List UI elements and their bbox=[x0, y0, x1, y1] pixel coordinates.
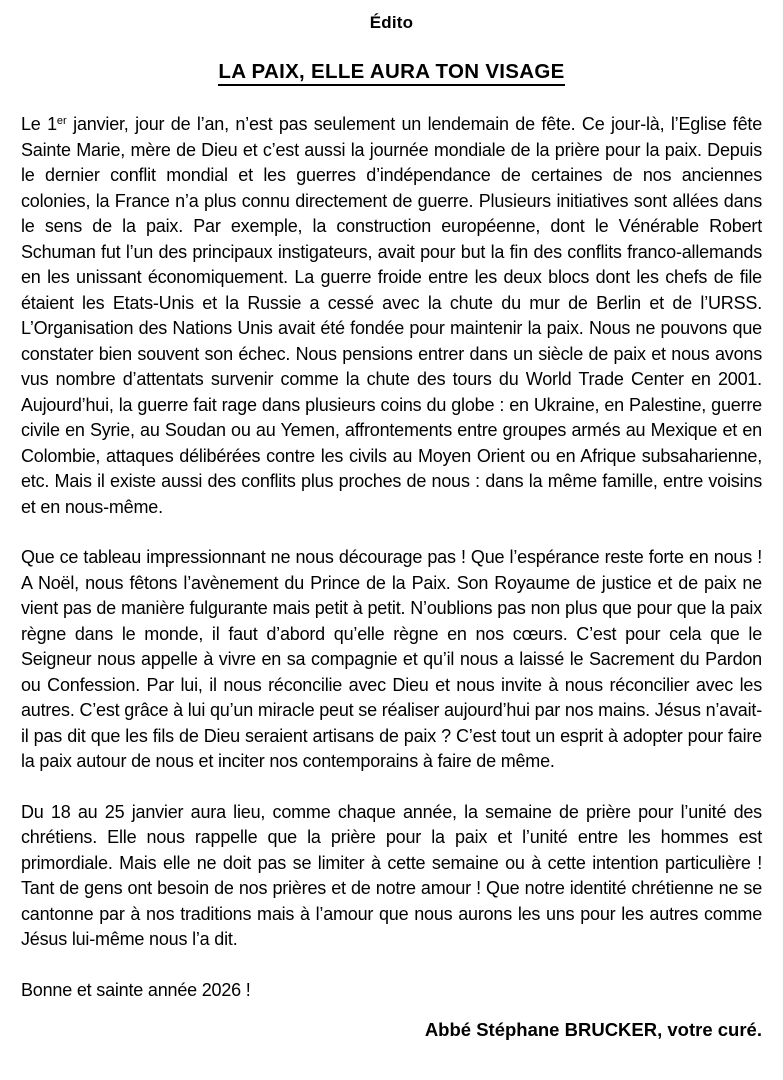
paragraph-3: Du 18 au 25 janvier aura lieu, comme chaque année, la semaine de prière pour l’unité des chrétiens. Elle nous rappelle que la prière pour la paix et l’unité entre les hommes est primordiale. Mais elle ne doit pas se limiter à cette semaine ou à cette intention particulière ! Tant de gens ont besoin de nos prières et de notre amour ! Que notre identité chrétienne ne se cantonne par à nos traditions mais à l’amour que nous aurons les uns pour les autres comme Jésus lui-même nous l’a dit. bbox=[21, 801, 762, 949]
article-body bbox=[21, 112, 762, 1043]
article-title-text: LA PAIX, ELLE AURA TON VISAGE bbox=[218, 60, 564, 86]
paragraph-2: Que ce tableau impressionnant ne nous décourage pas ! Que l’espérance reste forte en nous ! A Noël, nous fêtons l’avènement du Prince de la Paix. Son Royaume de justice et de paix ne vient pas de manière fulgurante mais petit à petit. N’oublions pas non plus que pour que la paix règne dans le monde, il faut d’abord qu’elle règne en nos cœurs. C’est pour cela que le Seigneur nous appelle à vivre en sa compagnie et qu’il nous a laissé le Sacrement du Pardon ou Confession. Par lui, il nous réconcilie avec Dieu et nous invite à nous réconcilier avec les autres. C’est grâce à lui qu’un miracle peut se réaliser aujourd’hui par nos mains. Jésus n’avait-il pas dit que les fils de Dieu seraient artisans de paix ? C’est tout un esprit à adopter pour faire la paix autour de nous et inciter nos contemporains à faire de même. bbox=[21, 547, 762, 771]
closing-line: Bonne et sainte année 2026 ! bbox=[21, 979, 251, 1000]
paragraph-1 bbox=[21, 112, 762, 520]
signature-line: Abbé Stéphane BRUCKER, votre curé. bbox=[424, 1019, 762, 1040]
ordinal-suffix: er bbox=[56, 115, 67, 127]
paragraph-1-lead: Le 1 bbox=[21, 114, 57, 134]
article-title bbox=[21, 60, 762, 84]
paragraph-1-rest: janvier, jour de l’an, n’est pas seulement un lendemain de fête. Ce jour-là, l’Eglise fête Sainte Marie, mère de Dieu et c’est aussi la journée mondiale de la prière pour la paix. Depuis le dernier conflit mondial et les guerres d’indépendance de certaines de nos anciennes colonies, la France n’a plus connu directement de guerre. Plusieurs initiatives sont allées dans le sens de la paix. Par exemple, la construction européenne, dont le Vénérable Robert Schuman fut l’un des principaux instigateurs, avait pour but la fin des conflits franco-allemands en les unissant économiquement. La guerre froide entre les deux blocs dont les chefs de file étaient les Etats-Unis et la Russie a cessé avec la chute du mur de Berlin et de l’URSS. L’Organisation des Nations Unis avait été fondée pour maintenir la paix. Nous ne pouvons que constater bien souvent son échec. Nous pensions entrer dans un siècle de paix et nous avons vus nombre d’attentats survenir comme la chute des tours du World Trade Center en 2001. Aujourd’hui, la guerre fait rage dans plusieurs coins du globe : en Ukraine, en Palestine, guerre civile en Syrie, au Soudan ou au Yemen, affrontements entre groupes armés au Mexique et en Colombie, attaques délibérées contre les civils au Moyen Orient ou en Afrique subsaharienne, etc. Mais il existe aussi des conflits plus proches de nous : dans la même famille, entre voisins et en nous-même. bbox=[21, 114, 763, 517]
section-kicker: Édito bbox=[369, 13, 414, 32]
